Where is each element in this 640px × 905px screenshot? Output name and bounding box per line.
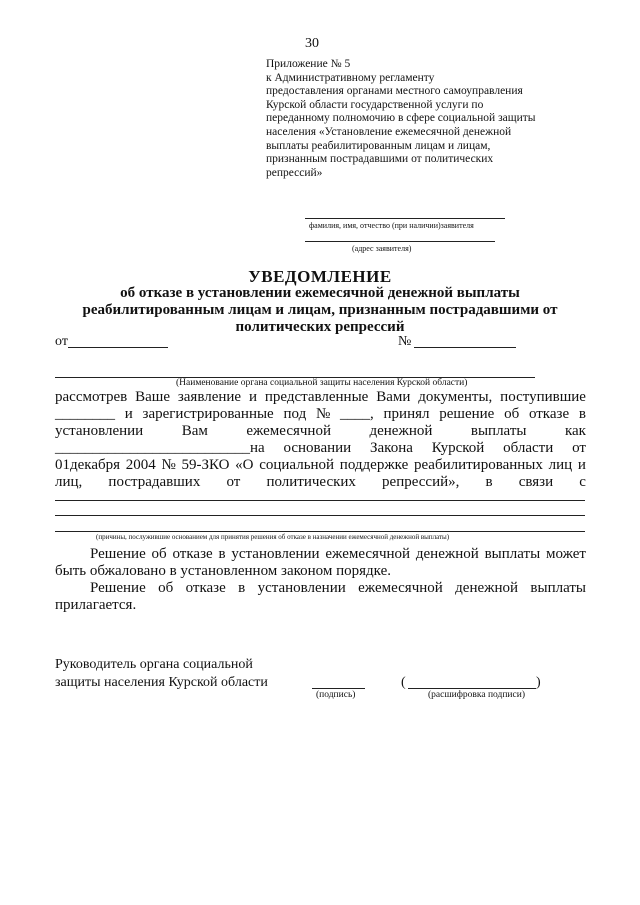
appendix-line: переданному полномочию в сфере социальной защиты [266, 112, 536, 125]
number-line [414, 347, 516, 348]
word: и [248, 389, 257, 405]
word: установлении [55, 423, 144, 439]
word: от [226, 474, 241, 490]
signature-line [312, 688, 365, 689]
word: зарегистрированные [142, 406, 274, 422]
word: лиц [548, 457, 573, 473]
applicant-name-line [305, 218, 505, 219]
word: в [578, 406, 586, 422]
word: Закона [370, 440, 413, 456]
word: лиц, [55, 474, 83, 490]
word: от [572, 440, 586, 456]
word: социальной [259, 457, 335, 473]
head-title-line-1: Руководитель органа социальной [55, 657, 253, 672]
word: № [315, 406, 331, 422]
word: ____, [340, 406, 374, 422]
reason-line-1 [55, 500, 585, 501]
word: поддержке [339, 457, 409, 473]
word: Вами [376, 389, 411, 405]
word: с [579, 474, 586, 490]
reason-line-2 [55, 515, 585, 516]
word: Вам [181, 423, 208, 439]
word: об [504, 406, 520, 422]
number-label: № [398, 334, 412, 349]
word: области [503, 440, 554, 456]
subtitle-line: реабилитированным лицам и лицам, признанным пострадавшими от [82, 302, 558, 318]
subtitle-line: политических репрессий [235, 319, 405, 335]
word: пострадавших [108, 474, 201, 490]
word: № [161, 457, 176, 473]
word: Ваше [135, 389, 170, 405]
appendix-line: репрессий» [266, 166, 323, 179]
word: 2004 [125, 457, 156, 473]
word: и [124, 406, 133, 422]
appendix-line: Курской области государственной услуги по [266, 98, 484, 111]
word: связи [518, 474, 554, 490]
appeal-paragraph: Решение об отказе в установлении ежемесячной денежной выплаты может быть обжаловано в установленном законом порядке. [55, 546, 586, 579]
body-line-6 [55, 474, 586, 491]
document-subtitle [40, 285, 600, 336]
date-line [68, 347, 168, 348]
decode-paren-close: ) [536, 675, 541, 690]
appendix-line: Приложение № 5 [266, 58, 351, 70]
signature-caption: (подпись) [316, 690, 356, 700]
subtitle-line: об отказе в установлении ежемесячной денежной выплаты [120, 285, 520, 301]
word: политических [266, 474, 356, 490]
appendix-line: к Административному регламенту [266, 71, 435, 84]
appendix-line: населения «Установление ежемесячной денежной [266, 125, 512, 138]
body-line-1 [55, 389, 586, 406]
decode-line [408, 688, 536, 689]
body-line-2 [55, 406, 586, 423]
word: под [283, 406, 307, 422]
attachment-paragraph: Решение об отказе в установлении ежемесячной денежной выплаты прилагается. [55, 580, 586, 613]
word: 01декабря [55, 457, 121, 473]
reason-line-3 [55, 531, 585, 532]
word: рассмотрев [55, 389, 128, 405]
word: и [577, 457, 586, 473]
word: репрессий», [382, 474, 460, 490]
word: __________________________на [55, 440, 265, 456]
applicant-name-caption: фамилия, имя, отчество (при наличии)заявителя [309, 221, 474, 230]
date-label: от [55, 334, 68, 349]
body-line-3 [55, 423, 586, 440]
page-number: 30 [305, 36, 319, 51]
appendix-line: выплаты реабилитированным лицам и лицам, [266, 139, 491, 152]
word: в [485, 474, 493, 490]
appendix-line: предоставления органами местного самоуправления [266, 85, 523, 98]
head-title-line-2: защиты населения Курской области [55, 675, 268, 690]
word: «О [235, 457, 254, 473]
word: выплаты [470, 423, 527, 439]
word: 59-ЗКО [181, 457, 230, 473]
word: ________ [55, 406, 115, 422]
word: денежной [369, 423, 433, 439]
word: поступившие [500, 389, 586, 405]
word: основании [283, 440, 352, 456]
word: ежемесячной [246, 423, 331, 439]
word: принял [383, 406, 430, 422]
organization-caption: (Наименование органа социальной защиты населения Курской области) [176, 378, 468, 388]
word: заявление [177, 389, 242, 405]
appendix-block [266, 58, 566, 180]
appendix-line: признанным пострадавшими от политических [266, 153, 494, 166]
word: документы, [418, 389, 493, 405]
reason-caption: (причины, послужившие основанием для принятия решения об отказе в назначении ежемесячной денежной выплаты) [96, 533, 450, 541]
word: реабилитированных [413, 457, 543, 473]
word: отказе [528, 406, 570, 422]
word: как [564, 423, 586, 439]
body-line-5 [55, 457, 586, 474]
decode-paren-open: ( [401, 675, 406, 690]
document-title: УВЕДОМЛЕНИЕ [248, 267, 392, 286]
word: представленные [264, 389, 369, 405]
body-line-4 [55, 440, 586, 457]
word: решение [439, 406, 495, 422]
applicant-address-caption: (адрес заявителя) [352, 244, 412, 253]
word: Курской [431, 440, 485, 456]
applicant-address-line [305, 241, 495, 242]
decode-caption: (расшифровка подписи) [428, 690, 525, 700]
